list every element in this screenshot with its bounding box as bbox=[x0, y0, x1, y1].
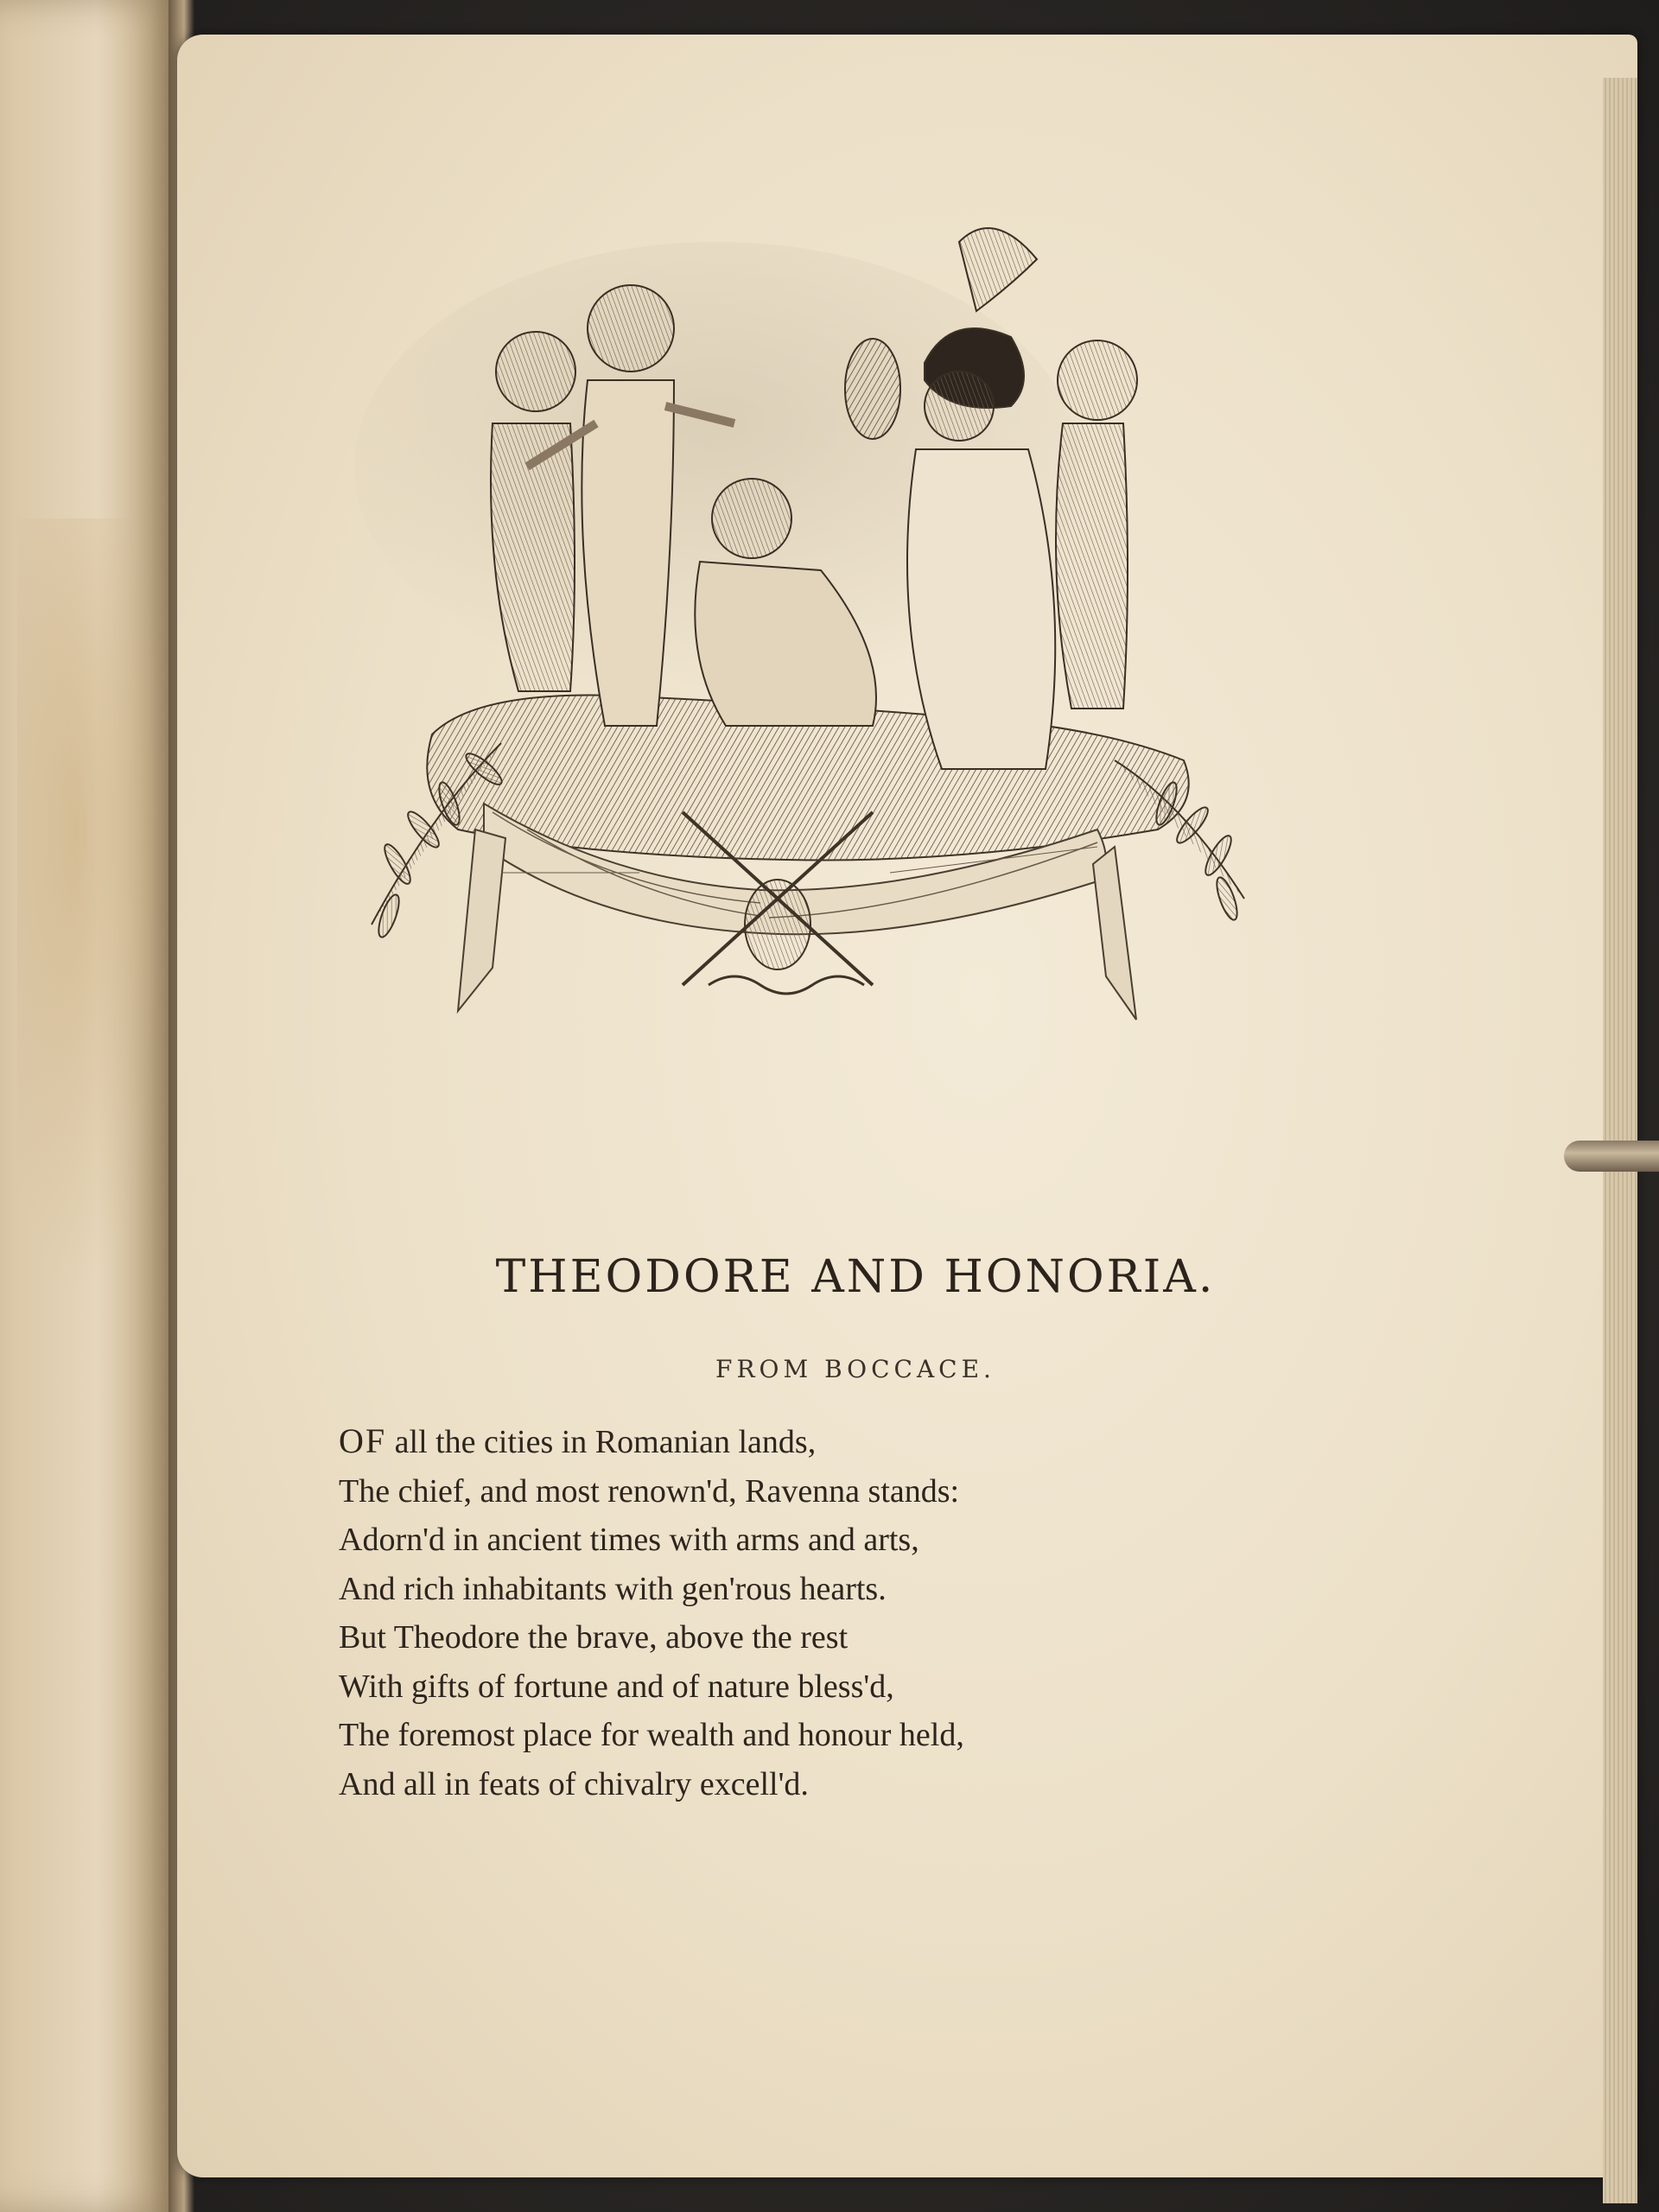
poem-line-7: The foremost place for wealth and honour held, bbox=[339, 1717, 964, 1753]
poem-line-6: With gifts of fortune and of nature bless'd, bbox=[339, 1668, 894, 1705]
poem-title: THEODORE AND HONORIA. bbox=[495, 1251, 1216, 1303]
engraved-putti-illustration-icon bbox=[354, 207, 1262, 1037]
poem-subtitle: FROM BOCCACE. bbox=[715, 1355, 995, 1383]
poem-line-text: all the cities in Romanian lands, bbox=[394, 1424, 817, 1460]
poem-line-5: But Theodore the brave, above the rest bbox=[339, 1619, 849, 1656]
left-page bbox=[0, 0, 177, 2212]
poem-line-8: And all in feats of chivalry excell'd. bbox=[339, 1765, 809, 1802]
poem-line-1 bbox=[339, 1417, 964, 1467]
poem-line-2: The chief, and most renown'd, Ravenna stands: bbox=[339, 1472, 960, 1510]
page-stain bbox=[17, 518, 164, 1296]
poem-stanza bbox=[339, 1417, 964, 1808]
poem-lead-word: OF bbox=[339, 1421, 387, 1460]
poem-line-4: And rich inhabitants with gen'rous hearts. bbox=[339, 1570, 887, 1607]
poem-line-3: Adorn'd in ancient times with arms and arts, bbox=[339, 1522, 919, 1558]
bookmark-tab-icon bbox=[1564, 1141, 1659, 1172]
